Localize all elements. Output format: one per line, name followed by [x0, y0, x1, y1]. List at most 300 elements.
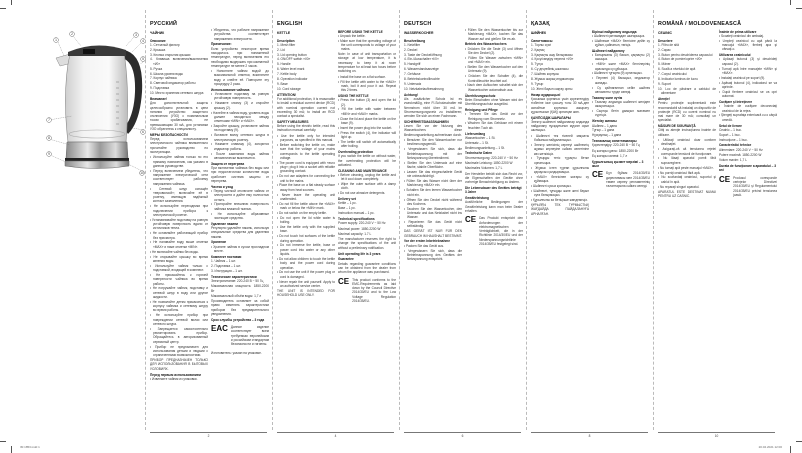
- page-number: 4: [334, 434, 337, 438]
- list-item: • Install the base on a flat surface.: [338, 74, 386, 79]
- list-item: • Не открывайте крышку во время кипения воды.: [150, 254, 208, 263]
- list-item: • Нажмите клавишу (4), загорится индикатор работы.: [211, 142, 269, 151]
- list-item: • Never leave the operating unit unattended.: [277, 192, 335, 201]
- svg-text:4: 4: [142, 39, 144, 44]
- section-heading: Перед первым использованием: [150, 372, 201, 377]
- list-item: • Fill the kettle with water between «MIN» and «MAX» marks.: [338, 107, 396, 116]
- crop-mark: [796, 8, 802, 9]
- list-item: • Do not use the unit if the power plug or cord is damaged.: [277, 270, 335, 279]
- list-item: 9. Base: [277, 81, 288, 86]
- list-item: 1. Netzfilter: [404, 42, 421, 47]
- section-heading: Guarantee: [338, 257, 354, 262]
- list-item: • Füllen Sie Wasser zwischen «MIN» und «MAX» ein.: [465, 55, 523, 65]
- list-item: • Fill the kettle with water to the «MAX» mark, boil it and pour it out. Repeat this 2 times.: [338, 79, 396, 93]
- list-item: Шәйнек – 1 дана: [592, 123, 617, 128]
- list-item: 8. Betriebskontrollleuchte: [404, 77, 440, 82]
- list-item: • Используйте чайник только с подставкой, входящей в комплект.: [150, 263, 208, 273]
- text-column: [404, 37, 462, 262]
- crop-mark: [0, 441, 6, 442]
- list-item: • Press the switch (4), the indicator will light up.: [338, 130, 396, 139]
- list-item: • Wischen Sie das Gehäuse mit einem feuchten Tuch ab.: [465, 121, 523, 130]
- list-item: • Trennen Sie das Gerät vor der Reinigung vom Stromnetz.: [465, 112, 523, 121]
- list-item: 9. Untersatz: [404, 81, 422, 86]
- list-item: • «MIN» және «MAX» белгілерінің арасында су құйыңыз.: [592, 62, 650, 71]
- page-number: 10: [714, 434, 719, 438]
- certification-mark-icon: CE: [719, 174, 731, 184]
- section-heading: Сипаттамасы: [531, 38, 553, 43]
- paragraph: Maximal capacity: 1.7 L: [338, 231, 372, 236]
- list-item: • Use the kettle only for intended purposes, as specified in this manual.: [277, 133, 335, 143]
- list-item: • Apăsaţi butonul (3) şi deschideţi capacul (2).: [719, 57, 777, 66]
- list-item: • Do not use abrasive detergents.: [338, 191, 386, 196]
- list-item: 6. Water level mark: [277, 67, 305, 72]
- list-item: • Шәйнекті қаптамадан шығарыңыз.: [592, 33, 646, 38]
- list-item: 2. Крышка: [150, 47, 166, 52]
- paragraph: Pentru protecţie suplimentară este recomandabil să instalaţi un dispozitiv de protecţie (RCD) cu curent nominal nu mai mare de 30 mA; consultaţi un specialist.: [658, 101, 716, 123]
- section-heading: Примечание:: [211, 42, 232, 47]
- list-item: 5. Handgriff: [404, 62, 421, 67]
- list-item: • Asiguraţi-vă că tensiunea reţelei corespunde tensiunii de funcţionare.: [658, 147, 716, 156]
- list-item: • Before cleaning, unplug the kettle and let it cool down completely.: [338, 172, 396, 182]
- paragraph: Lesen Sie vor der Nutzung des Wasserkochers diese Bedienungsanleitung aufmerksam durch.: [404, 124, 462, 137]
- paragraph: Ең жоғары көлемі: 1,7 л: [592, 153, 628, 158]
- list-item: • Insert the power plug into the socket.: [338, 125, 393, 130]
- section-heading: Beschreibung: [404, 38, 426, 43]
- manual-page-en: [272, 0, 399, 453]
- product-heading: CEAINIC: [658, 31, 672, 35]
- conformity-text: Бұл бұйым 2014/30/EU директивасы мен 2014/35/EU төмен кернеу регламентінің талаптарына сәйкес келеді.: [606, 171, 650, 189]
- power-base: [65, 161, 129, 169]
- list-item: 4. Қосу/сөндіру пернесі «I/0»: [531, 57, 574, 62]
- list-item: • Ştergeţi suprafaţa exterioară cu o cârpă umedă.: [719, 113, 777, 122]
- section-heading: Unit operating life is 3 years: [338, 251, 381, 256]
- list-item: 10. Cord storage: [277, 86, 301, 91]
- section-heading: Technical specifications: [338, 217, 375, 221]
- crop-mark: [11, 446, 12, 453]
- glass-body: [65, 52, 127, 142]
- text-column: [465, 28, 523, 250]
- list-item: • Закройте крышку, установите чайник на подставку (9).: [211, 124, 269, 133]
- page-rule: [150, 432, 267, 433]
- paragraph: Перед использованием электрического чайника внимательно прочитайте руководство по эксплуатации.: [150, 137, 208, 154]
- page-number: 8: [588, 434, 591, 438]
- list-item: • Never repair the unit yourself. Apply to an authorized service center.: [277, 279, 335, 288]
- paragraph: Электропитание: 220-240 В ~ 50 Гц: [211, 278, 264, 283]
- list-item: • Не используйте прибор при повреждении сетевой вилки или сетевого шнура.: [150, 313, 208, 326]
- list-item: 4. Клавиша включения/выключения «I/0»: [150, 57, 208, 66]
- list-item: Suport – 1 buc.: [719, 132, 741, 137]
- list-item: • Извлеките чайник из упаковки.: [150, 376, 198, 381]
- list-item: 1. Торлы сүзгі: [531, 42, 552, 47]
- list-item: • Close the lid and place the kettle on the base (9).: [338, 116, 396, 125]
- list-item: Base – 1 pc.: [338, 206, 356, 211]
- paragraph: Maximale Leistung: 1850-2200 W: [465, 160, 513, 165]
- section-heading: Description: [277, 38, 295, 43]
- page-rule: [531, 432, 648, 433]
- list-item: Ceainic – 1 buc.: [719, 127, 742, 132]
- conformity-notice: [592, 171, 650, 189]
- paragraph: For additional protection, it is reasonable to install a residual current device (RCD) with nominal operation current not exceeding 30 mA; to install an RCD contact a specialist.: [277, 96, 335, 119]
- section-heading: SICHERHEITSMASSNAHMEN: [404, 119, 449, 124]
- list-item: 2. Lid: [277, 47, 285, 52]
- list-item: 1. Mesh filter: [277, 42, 296, 47]
- section-heading: MĂSURI DE SIGURANŢĂ: [658, 124, 696, 129]
- list-item: 9. Тұғыр: [531, 81, 544, 86]
- section-heading: Использование чайника: [211, 87, 250, 92]
- list-item: 7. Corpul ceainicului: [658, 72, 687, 77]
- list-item: Нұсқаулық – 1 дана: [592, 133, 622, 138]
- paragraph: Maximales Volumen: 1,7 L: [465, 166, 503, 171]
- section-heading: Caracteristici tehnice: [719, 143, 752, 148]
- language-heading: DEUTSCH: [404, 21, 432, 27]
- section-heading: Техникалық сипаттамалары: [592, 139, 637, 144]
- section-heading: Жеткізу жинағы: [592, 119, 617, 124]
- list-item: 2. Capac: [658, 47, 671, 52]
- crop-mark: [796, 441, 802, 442]
- paragraph: Изготовитель: указан на упаковке.: [211, 350, 262, 355]
- list-item: • Шәйнекке «MAX» белгісіне дейін су құйып, қайнатып, төгіңіз.: [592, 38, 650, 47]
- list-item: • Lassen Sie das eingeschaltete Gerät nie unbeaufsichtigt.: [404, 169, 462, 179]
- list-item: • Не погружайте чайник, подставку и сетевой шнур в воду или другие жидкости.: [150, 286, 208, 299]
- list-item: 7. Gehäuse: [404, 72, 421, 77]
- language-heading: ENGLISH: [277, 21, 303, 27]
- page-number: 2: [207, 434, 210, 438]
- list-item: 8. Жұмыс жарық индикаторы: [531, 77, 574, 82]
- section-heading: Шәйнекті пайдалану: [592, 48, 625, 53]
- list-item: • Убедитесь, что рабочее напряжение устройства соответствует напряжению электросети.: [211, 28, 269, 41]
- section-heading: Защита от перегрева: [211, 161, 245, 166]
- spout: [56, 54, 70, 66]
- list-item: • Прибор не предназначен для использования детьми и людьми с ограниченными возможностями.: [150, 344, 208, 358]
- list-item: • Пернені (4) басыңыз, индикатор жанады.: [592, 76, 650, 85]
- paragraph: If you switch the kettle on without water, the overheating protection will be activated.: [338, 154, 396, 167]
- footer-file-name: IM 1853.indd 1: [20, 445, 40, 449]
- list-item: 7. Шәйнек корпусы: [531, 72, 559, 77]
- section-heading: Die Lebensdauer des Gerätes beträgt 3 Jahre: [465, 185, 522, 195]
- list-item: • Құрылғыны өз бетіңізше жөндемеңіз.: [531, 198, 588, 203]
- page-rule: [404, 432, 521, 433]
- section-heading: Бірінші пайдалану алдында: [592, 29, 637, 34]
- section-heading: Atenţie!: [658, 96, 670, 101]
- list-item: • Используйте чайник только по его прямому назначению, как указано в данном руководстве.: [150, 155, 208, 168]
- list-item: 2. Подставка – 1 шт.: [211, 263, 241, 268]
- section-heading: Descriere: [658, 38, 673, 43]
- list-item: Instrucţiune – 1 buc.: [719, 137, 748, 142]
- list-item: • Place the base on a flat steady surface away from heat sources.: [277, 183, 335, 192]
- section-heading: МЕРЫ БЕЗОПАСНОСТИ: [150, 132, 188, 137]
- list-item: 2. Deckel: [404, 47, 418, 52]
- list-item: • Drücken Sie die Taste (3) und öffnen Sie den Deckel (2).: [465, 46, 523, 55]
- list-item: • Tauchen Sie den Wasserkocher, den Untersatz und das Netzkabel nicht ins Wasser.: [404, 206, 462, 220]
- svg-text:3: 3: [135, 33, 137, 38]
- list-item: • Do not switch on the empty kettle.: [277, 210, 327, 215]
- conformity-text: This product conforms to the EMC-Requirements as laid down by the Council Directive 2014/30/EU and to the Low Voltage Regulation 2014/35/EU.: [352, 277, 396, 304]
- list-item: • Use the kettle only with the supplied base.: [277, 225, 335, 234]
- paragraph: При включении чайника без воды или при недостаточном количестве воды сработает система защиты от перегрева.: [211, 165, 269, 183]
- list-item: • Umpleţi ceainicul cu apă până la marcajul «MAX», fierbeţi apa şi vărsaţi-o.: [719, 38, 777, 52]
- section-heading: BEFORE USING THE KETTLE: [338, 29, 383, 34]
- text-column: [658, 37, 716, 199]
- list-item: • Stellen Sie den Untersatz auf eine flache, stabile Oberfläche.: [404, 160, 462, 170]
- conformity-notice: [465, 216, 523, 247]
- paragraph: Before using the electric kettle, read this instruction manual carefully.: [277, 124, 335, 133]
- paragraph: Максимальная мощность: 1850-2200 Вт: [211, 284, 269, 293]
- paragraph: ПРИБОР ПРЕДНАЗНАЧЕН ТОЛЬКО ДЛЯ ИСПОЛЬЗОВАНИЯ В БЫТОВЫХ УСЛОВИЯХ.: [150, 358, 208, 371]
- list-item: 3. Қақпақты ашу батырмасы: [531, 52, 573, 57]
- list-item: 6. Шкала уровня воды: [150, 71, 183, 76]
- list-item: • Do not touch hot surfaces of the kettle during operation.: [277, 234, 335, 243]
- list-item: 2. Қақпақ: [531, 47, 545, 52]
- conformity-notice: [211, 325, 269, 347]
- page-rule: [277, 432, 394, 433]
- section-heading: Внимание!: [150, 96, 167, 101]
- section-heading: Vor der ersten Inbetriebnahme: [404, 239, 450, 244]
- list-item: • Сетевой шнур оснащён «евровилкой»; включайте её в розетку, имеющую надёжный контакт заземления.: [150, 186, 208, 204]
- list-item: 5. Тұтқа: [531, 62, 543, 67]
- list-item: • Не используйте переходники при подключении прибора к электрической розетке.: [150, 204, 208, 217]
- section-heading: Reinigung und Pflege: [465, 107, 498, 112]
- section-heading: Хранение: [211, 240, 227, 245]
- list-item: 3. Buton pentru deschiderea capacului: [658, 52, 713, 57]
- list-item: • Schalten Sie den leeren Wasserkocher nicht ein.: [404, 188, 462, 197]
- list-item: • Nu reparaţi singuri aparatul.: [658, 184, 700, 189]
- conformity-notice: [338, 278, 396, 305]
- svg-text:8: 8: [48, 136, 50, 141]
- list-item: • Utilizaţi ceainicul doar conform destinaţiei.: [658, 138, 716, 147]
- section-heading: Gewährleistung: [465, 196, 489, 201]
- callout-8: [47, 136, 52, 141]
- crop-mark: [0, 8, 6, 9]
- list-item: 3. Кнопка открытия крышки: [150, 52, 191, 57]
- list-item: • Устанавливайте подставку на ровную устойчивую поверхность вдали от источников тепла.: [150, 217, 208, 231]
- section-heading: Delivery set: [338, 197, 356, 202]
- list-item: • Установите подставку на ровную устойчивую поверхность.: [211, 92, 269, 101]
- list-item: • Drücken Sie den Schalter (4), die Kontrollleuchte leuchtet auf.: [465, 74, 523, 83]
- paragraph: Ең жоғары қуаты: 1850-2200 Вт: [592, 148, 639, 153]
- list-item: Тұғыр – 1 дана: [592, 128, 615, 133]
- list-item: • Перед включением убедитесь, что напряжение электрической сети соответствует рабочему напряжению чайника.: [150, 168, 208, 186]
- list-item: 7. Kettle body: [277, 72, 297, 77]
- list-item: • Benutzen Sie den Wasserkocher nur bestimmungsgemäß.: [404, 138, 462, 147]
- paragraph: Регулярно удаляйте накипь, используя специальные средства для удаления накипи.: [211, 226, 269, 239]
- list-item: • Füllen Sie das Wasser nicht über der Markierung «MAX» ein.: [404, 179, 462, 188]
- paragraph: APARATUL ESTE DESTINAT NUMAI PENTRU UZ CASNIC.: [658, 189, 716, 198]
- paragraph: Для дополнительной защиты целесообразно установить в цепи питания устройство защитного отключения (УЗО) с номинальным током срабатывания, не превышающим 30 мА, для установки УЗО обратитесь к специалисту.: [150, 101, 208, 131]
- language-heading: ROMÂNĂ / MOLDOVENEASCĂ: [658, 21, 742, 27]
- page-number: 6: [461, 434, 464, 438]
- paragraph: Citiţi cu atenţie instrucţiunea înainte de utilizare.: [658, 128, 716, 137]
- list-item: 8. Operation indicator: [277, 77, 308, 82]
- svg-text:5: 5: [142, 57, 144, 62]
- section-heading: ҚАУІПСІЗДІК ШАРАЛАРЫ: [531, 115, 571, 120]
- paragraph: Maximal power: 1850-2200 W: [338, 226, 381, 231]
- list-item: • Не оставляйте работающий прибор без присмотра.: [150, 231, 208, 240]
- section-heading: Тазалау және күтім: [592, 95, 623, 100]
- paragraph: Note: In case of unit transportation or storage at low temperature, it is necessary to keep it at room temperature for at least two hours before switching on.: [338, 52, 396, 74]
- list-item: 4. ON/OFF switch «I/0»: [277, 57, 311, 62]
- text-column: [277, 37, 335, 298]
- conformity-text: Данное изделие соответствует всем требуемым европейским и российским стандартам безопасности и гигиены.: [230, 325, 269, 347]
- product-heading: KETTLE: [277, 31, 291, 35]
- callout-10: [140, 171, 145, 176]
- list-item: • Do not open the lid while water is boiling.: [277, 215, 335, 225]
- callout-1: [54, 38, 59, 43]
- list-item: 10. Желі бауын сақтау орны: [531, 86, 573, 91]
- lid: [68, 45, 126, 56]
- paragraph: The manufacturer reserves the right to change the specifications of the unit without a preliminary notification.: [338, 237, 396, 250]
- list-item: 7. Корпус чайника: [150, 76, 177, 81]
- list-item: • Nach dem Aufkochen schaltet sich der Wasserkocher automatisch aus.: [465, 83, 523, 92]
- list-item: • Не прикасайтесь к горячей поверхности чайника во время работы.: [150, 272, 208, 286]
- list-item: • Nu turnaţi apă peste marcajul «MAX».: [658, 165, 714, 170]
- list-item: • Do not allow children to touch the kettle body and the power cord during operation.: [277, 256, 335, 270]
- section-heading: Удаление накипи: [211, 221, 239, 226]
- list-item: • Не позволяйте детям прикасаться к корпусу чайника и сетевому шнуру во время работы.: [150, 299, 208, 313]
- manual-page-ru: [145, 0, 272, 453]
- text-column: [531, 37, 589, 217]
- manual-page-ro: [653, 0, 780, 453]
- text-column: [719, 28, 777, 201]
- section-heading: ATTENTION!: [277, 92, 297, 97]
- list-item: • Нажмите кнопку (3) и откройте крышку (2).: [211, 101, 269, 110]
- paragraph: Alimentare: 220-240 V ~ 50 Hz: [719, 147, 763, 152]
- list-item: • «MAX» белгісінен жоғары су құймаңыз.: [531, 174, 589, 184]
- list-item: • Press the button (3) and open the lid (2).: [338, 98, 396, 107]
- section-heading: Технические характеристики: [211, 274, 257, 279]
- list-item: • Не используйте абразивные чистящие средства.: [211, 211, 269, 220]
- conformity-text: Produsul corespunde cerinţelor Directivei 2014/30/EU şi Regulamentului 2014/35/EU privind tensiunea joasă.: [733, 175, 777, 197]
- list-item: • Before switching the kettle on, make sure that the voltage of your mains corresponds to the kettle operating voltage.: [277, 142, 335, 160]
- section-heading: Құрылғының қызмет мерзімі – 3 жыл: [592, 159, 644, 169]
- list-item: • Электр желісінің кернеуі шәйнектің жұмыс кернеуіне сәйкес келетініне көз жеткізіңіз.: [531, 142, 589, 156]
- list-item: • Шәйнекті тек тікелей мақсаты бойынша пайдаланыңыз.: [531, 133, 589, 143]
- page-rule: [658, 432, 775, 433]
- paragraph: Als zusätzlicher Schutz ist es zweckmäßig, eine FI-Schutzschalter mit Nennstrom nicht über 30 mA im Stromversorgungsnetz zu installieren; wenden Sie sich an einen Fachmann.: [404, 96, 462, 119]
- callout-2: [70, 32, 75, 37]
- list-item: 6. Су деңгейінің шкаласы: [531, 67, 569, 72]
- list-item: • Не наливайте воду выше отметки «MAX» и ниже отметки «MIN».: [150, 240, 208, 249]
- list-item: 10. Netzkabelaufbewahrung: [404, 86, 444, 91]
- list-item: • Apăsaţi butonul (4), indicatorul se va aprinde.: [719, 80, 777, 89]
- svg-text:10: 10: [140, 171, 144, 176]
- svg-text:2: 2: [71, 32, 73, 37]
- paragraph: Details regarding guarantee conditions can be obtained from the dealer from whom the appliance was purchased.: [338, 261, 396, 275]
- footer-timestamp: 20.02.2021 12:00: [758, 445, 782, 449]
- list-item: • Шәйнекті тұғырға (9) орнатыңыз.: [592, 71, 643, 76]
- section-heading: Curăţare şi întreţinere: [719, 99, 753, 104]
- section-heading: SAFETY MEASURES: [277, 119, 309, 124]
- list-item: • Instalaţi ceainicul pe suport (9).: [719, 75, 766, 80]
- list-item: 6. Scală a nivelului de apă: [658, 67, 696, 72]
- list-item: Untersatz – 1 St.: [465, 140, 489, 145]
- kettle-illustration-page: [18, 0, 145, 453]
- list-item: • Шәйнекті сусыз қоспаңыз.: [531, 184, 572, 189]
- list-item: • Запрещается самостоятельно ремонтировать прибор. Обращайтесь в авторизованный сервисный центр.: [150, 326, 208, 344]
- list-item: Instruction manual – 1 pc.: [338, 211, 375, 216]
- list-item: • Make sure that the operating voltage of the unit corresponds to voltage of your mains.: [338, 38, 396, 52]
- list-item: • The kettle will switch off automatically after boiling.: [338, 139, 396, 149]
- list-item: 5. Mâner: [658, 62, 671, 67]
- list-item: • Do not fill the kettle above the «MAX» mark or below the «MIN» mark.: [277, 201, 335, 211]
- manual-page-kz: [526, 0, 653, 453]
- section-heading: Описание: [150, 38, 166, 43]
- language-heading: РУССКИЙ: [150, 21, 178, 27]
- section-heading: Înainte de prima utilizare: [719, 29, 757, 34]
- list-item: 5. Ручка: [150, 66, 163, 71]
- section-heading: Durata de funcţionare a aparatului – 3 ani: [719, 164, 777, 173]
- list-item: 1. Чайник – 1 шт.: [211, 259, 236, 264]
- list-item: 4. Buton de pornire/oprire «I/0»: [658, 57, 703, 62]
- list-item: • Do not use adapters for connecting the unit to the mains.: [277, 174, 335, 183]
- list-item: • Протирайте внешнюю поверхность чайника влажной тканью.: [211, 202, 269, 211]
- paragraph: Электр шәйнекті пайдаланар алдында пайдалану нұсқаулығын мұқият оқып шығыңыз.: [531, 119, 589, 133]
- section-heading: Чистка и уход: [211, 184, 234, 189]
- paragraph: Stromversorgung: 220-240 V ~ 50 Hz: [465, 155, 518, 160]
- text-column: [338, 28, 396, 307]
- list-item: • Сыртқы бетін дымқыл матамен сүртіңіз.: [592, 109, 650, 118]
- list-item: • Turnaţi apă între marcajele «MIN» şi «MAX».: [719, 66, 777, 75]
- list-item: • Öffnen Sie den Deckel nicht während des Kochens.: [404, 197, 462, 206]
- list-item: 3. Lid opening button: [277, 52, 307, 57]
- paragraph: ҚҰРЫЛҒЫ ТЕК ТҰРМЫСТЫҚ ЖАҒДАЙДА ПАЙДАЛАНУҒА АРНАЛҒАН.: [531, 202, 589, 216]
- certification-mark-icon: CE: [592, 170, 604, 180]
- list-item: 8. Световой индикатор работы: [150, 81, 196, 86]
- list-item: • Wipe the outer surface with a damp cloth.: [338, 182, 396, 191]
- list-item: 3. Инструкция – 1 шт.: [211, 268, 243, 273]
- list-item: • Батырманы (3) басып, қақпақты (2) ашыңыз.: [592, 53, 650, 62]
- paragraph: Қоректендіру: 220-240 В ~ 50 Гц: [592, 143, 640, 148]
- paragraph: Ausführliche Bedingungen der Gewährleistung kann man beim Dealer erhalten.: [465, 200, 523, 213]
- svg-text:9: 9: [48, 152, 50, 157]
- list-item: Bedienungsanleitung – 1 St.: [465, 145, 505, 150]
- list-item: • Nu scufundaţi ceainicul, suportul şi cablul în apă.: [658, 175, 716, 184]
- list-item: 5. Handle: [277, 62, 291, 67]
- list-item: • Do not immerse the kettle, base or power cord into water or any other liquids.: [277, 243, 335, 257]
- conformity-text: Das Produkt entspricht den Anforderungen der elektromagnetischen Verträglichkeit, die in der Richtlinie 2014/30/EU und der Niederspannungsrichtlinie 2014/35/EU festgelegt sind.: [479, 216, 523, 247]
- manual-page-de: [399, 0, 526, 453]
- language-heading: ҚАЗАҚ: [531, 21, 550, 27]
- paragraph: Beim Einschalten ohne Wasser wird der Überhitzungsschutz ausgelöst.: [465, 97, 523, 107]
- certification-mark-icon: CE: [465, 215, 477, 225]
- paragraph: Максимальный объём воды: 1,7 л: [211, 293, 262, 298]
- paragraph: Volum maxim: 1,7 L: [719, 158, 747, 163]
- paragraph: Если устройство некоторое время находилось при пониженной температуре, перед включением его необходимо выдержать при комнатной температуре не менее 2 часов.: [211, 46, 269, 68]
- list-item: • Reparieren Sie das Gerät nicht selbständig.: [404, 220, 462, 229]
- crop-mark: [790, 0, 791, 5]
- list-item: • Вставьте вилку сетевого шнура в электрическую розетку.: [211, 133, 269, 142]
- list-item: • Храните чайник в сухом прохладном месте.: [211, 244, 269, 253]
- section-heading: Achtung!: [404, 92, 418, 97]
- list-item: 9. Подставка: [150, 86, 170, 91]
- product-heading: WASSERKOCHER: [404, 31, 434, 35]
- list-item: • Налейте в чайник воду, уровень воды должен находиться между отметками «MIN» и «MAX».: [211, 110, 269, 124]
- section-heading: Utilizarea ceainicului: [719, 53, 751, 58]
- list-item: • Înainte de curăţare deconectaţi ceainicul de la reţea.: [719, 104, 777, 113]
- conformity-notice: [719, 176, 777, 198]
- list-item: • Füllen Sie den Wasserkocher bis zur Markierung «MAX», kochen Sie das Wasser auf und gießen Sie es ab.: [465, 28, 523, 41]
- crop-mark: [11, 0, 12, 5]
- list-item: 1. Filtru de sită: [658, 42, 679, 47]
- list-item: 9. Suport: [658, 81, 671, 86]
- product-heading: ЧАЙНИК: [150, 31, 165, 35]
- list-item: • Тазалау алдында шәйнекті желіден ажыратыңыз.: [592, 99, 650, 109]
- kettle-diagram: [46, 30, 146, 190]
- callout-3: [134, 33, 139, 38]
- list-item: • Vergewissern Sie sich, dass die Betriebsspannung des Gerätes der Netzspannung entspricht.: [404, 248, 462, 262]
- list-item: 1. Сетчатый фильтр: [150, 42, 180, 47]
- list-item: • Scoateţi ceainicul din ambalaj.: [719, 33, 764, 38]
- section-heading: Betrieb des Wasserkochers: [465, 42, 507, 47]
